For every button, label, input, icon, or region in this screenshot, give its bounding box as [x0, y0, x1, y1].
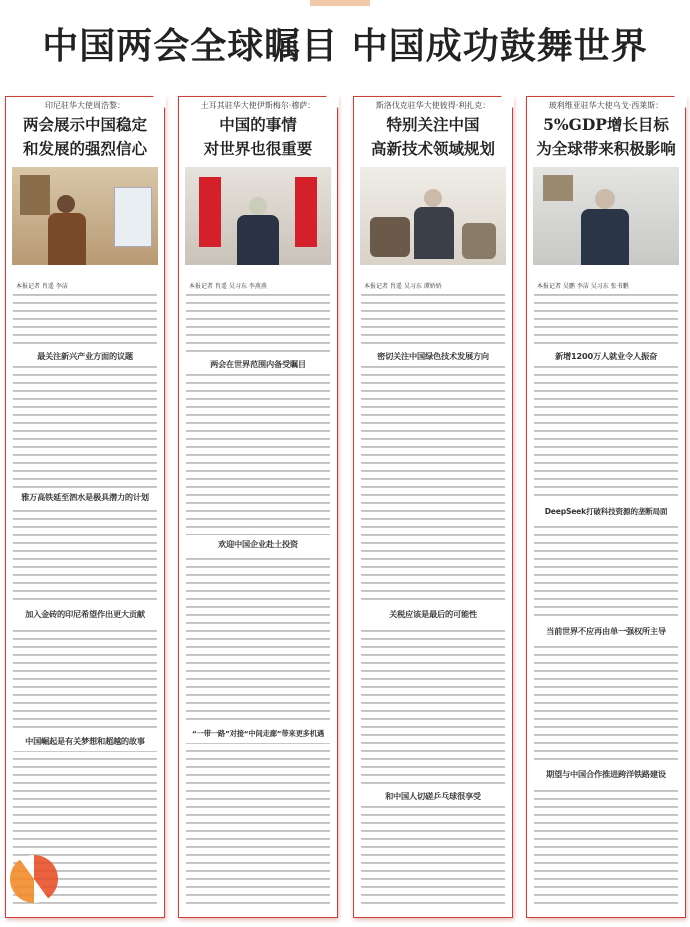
article-kicker: 土耳其驻华大使伊斯梅尔·穆萨：	[200, 101, 316, 110]
subheading: 和中国人切磋乒乓球很享受	[361, 787, 505, 806]
article-byline: 本报记者 肖遥 吴习东 李燕燕	[189, 283, 267, 290]
article-kicker: 印尼驻华大使周浩黎：	[45, 101, 125, 110]
article-byline: 本报记者 肖遥 吴习东 谭娇娇	[364, 283, 442, 290]
subheading: “一带一路”对接“中间走廊”带来更多机遇	[186, 725, 330, 743]
article-body	[13, 291, 157, 909]
article-headline: 5%GDP增长目标 为全球带来积极影响	[536, 115, 676, 158]
article-kicker: 玻利维亚驻华大使乌戈·西莱斯：	[548, 101, 664, 110]
subheading: 最关注新兴产业方面的议题	[13, 347, 157, 366]
article-indonesia	[5, 96, 165, 918]
subheading: 关税应该是最后的可能性	[361, 605, 505, 624]
watermark-logo-icon	[10, 855, 58, 903]
top-accent-bar	[310, 0, 370, 6]
subheading: 两会在世界范围内备受瞩目	[186, 355, 330, 374]
subheading: 雅万高铁延至泗水是极具潜力的计划	[13, 488, 157, 507]
subheading: 期望与中国合作推进跨洋铁路建设	[534, 765, 678, 784]
subheading: DeepSeek打破科技资源的垄断局面	[534, 502, 678, 521]
ambassador-photo	[185, 167, 331, 265]
article-headline: 特别关注中国 高新技术领域规划	[370, 115, 495, 158]
article-slovakia	[353, 96, 513, 918]
ambassador-photo	[360, 167, 506, 265]
subheading: 当前世界不应再由单一强权所主导	[534, 622, 678, 641]
subheading: 中国崛起是有关梦想和超越的故事	[13, 732, 157, 751]
article-headline: 两会展示中国稳定 和发展的强烈信心	[22, 115, 147, 158]
ambassador-photo	[12, 167, 158, 265]
article-byline: 本报记者 肖遥 李洁	[16, 283, 68, 290]
page-title: 中国两会全球瞩目 中国成功鼓舞世界	[42, 26, 648, 67]
subheading: 欢迎中国企业赴土投资	[186, 535, 330, 554]
article-turkey	[178, 96, 338, 918]
article-headline: 中国的事情 对世界也很重要	[203, 115, 313, 158]
subheading: 新增1200万人就业令人振奋	[534, 347, 678, 366]
article-body	[361, 291, 505, 909]
subheading: 加入金砖的印尼希望作出更大贡献	[13, 605, 157, 624]
subheading: 密切关注中国绿色技术发展方向	[361, 347, 505, 366]
ambassador-photo	[533, 167, 679, 265]
article-bolivia	[526, 96, 686, 918]
article-body	[186, 291, 330, 909]
article-body	[534, 291, 678, 909]
article-kicker: 斯洛伐克驻华大使彼得·利扎克：	[375, 101, 491, 110]
article-byline: 本报记者 吴鹏 李洁 吴习东 张书鹏	[537, 283, 629, 290]
